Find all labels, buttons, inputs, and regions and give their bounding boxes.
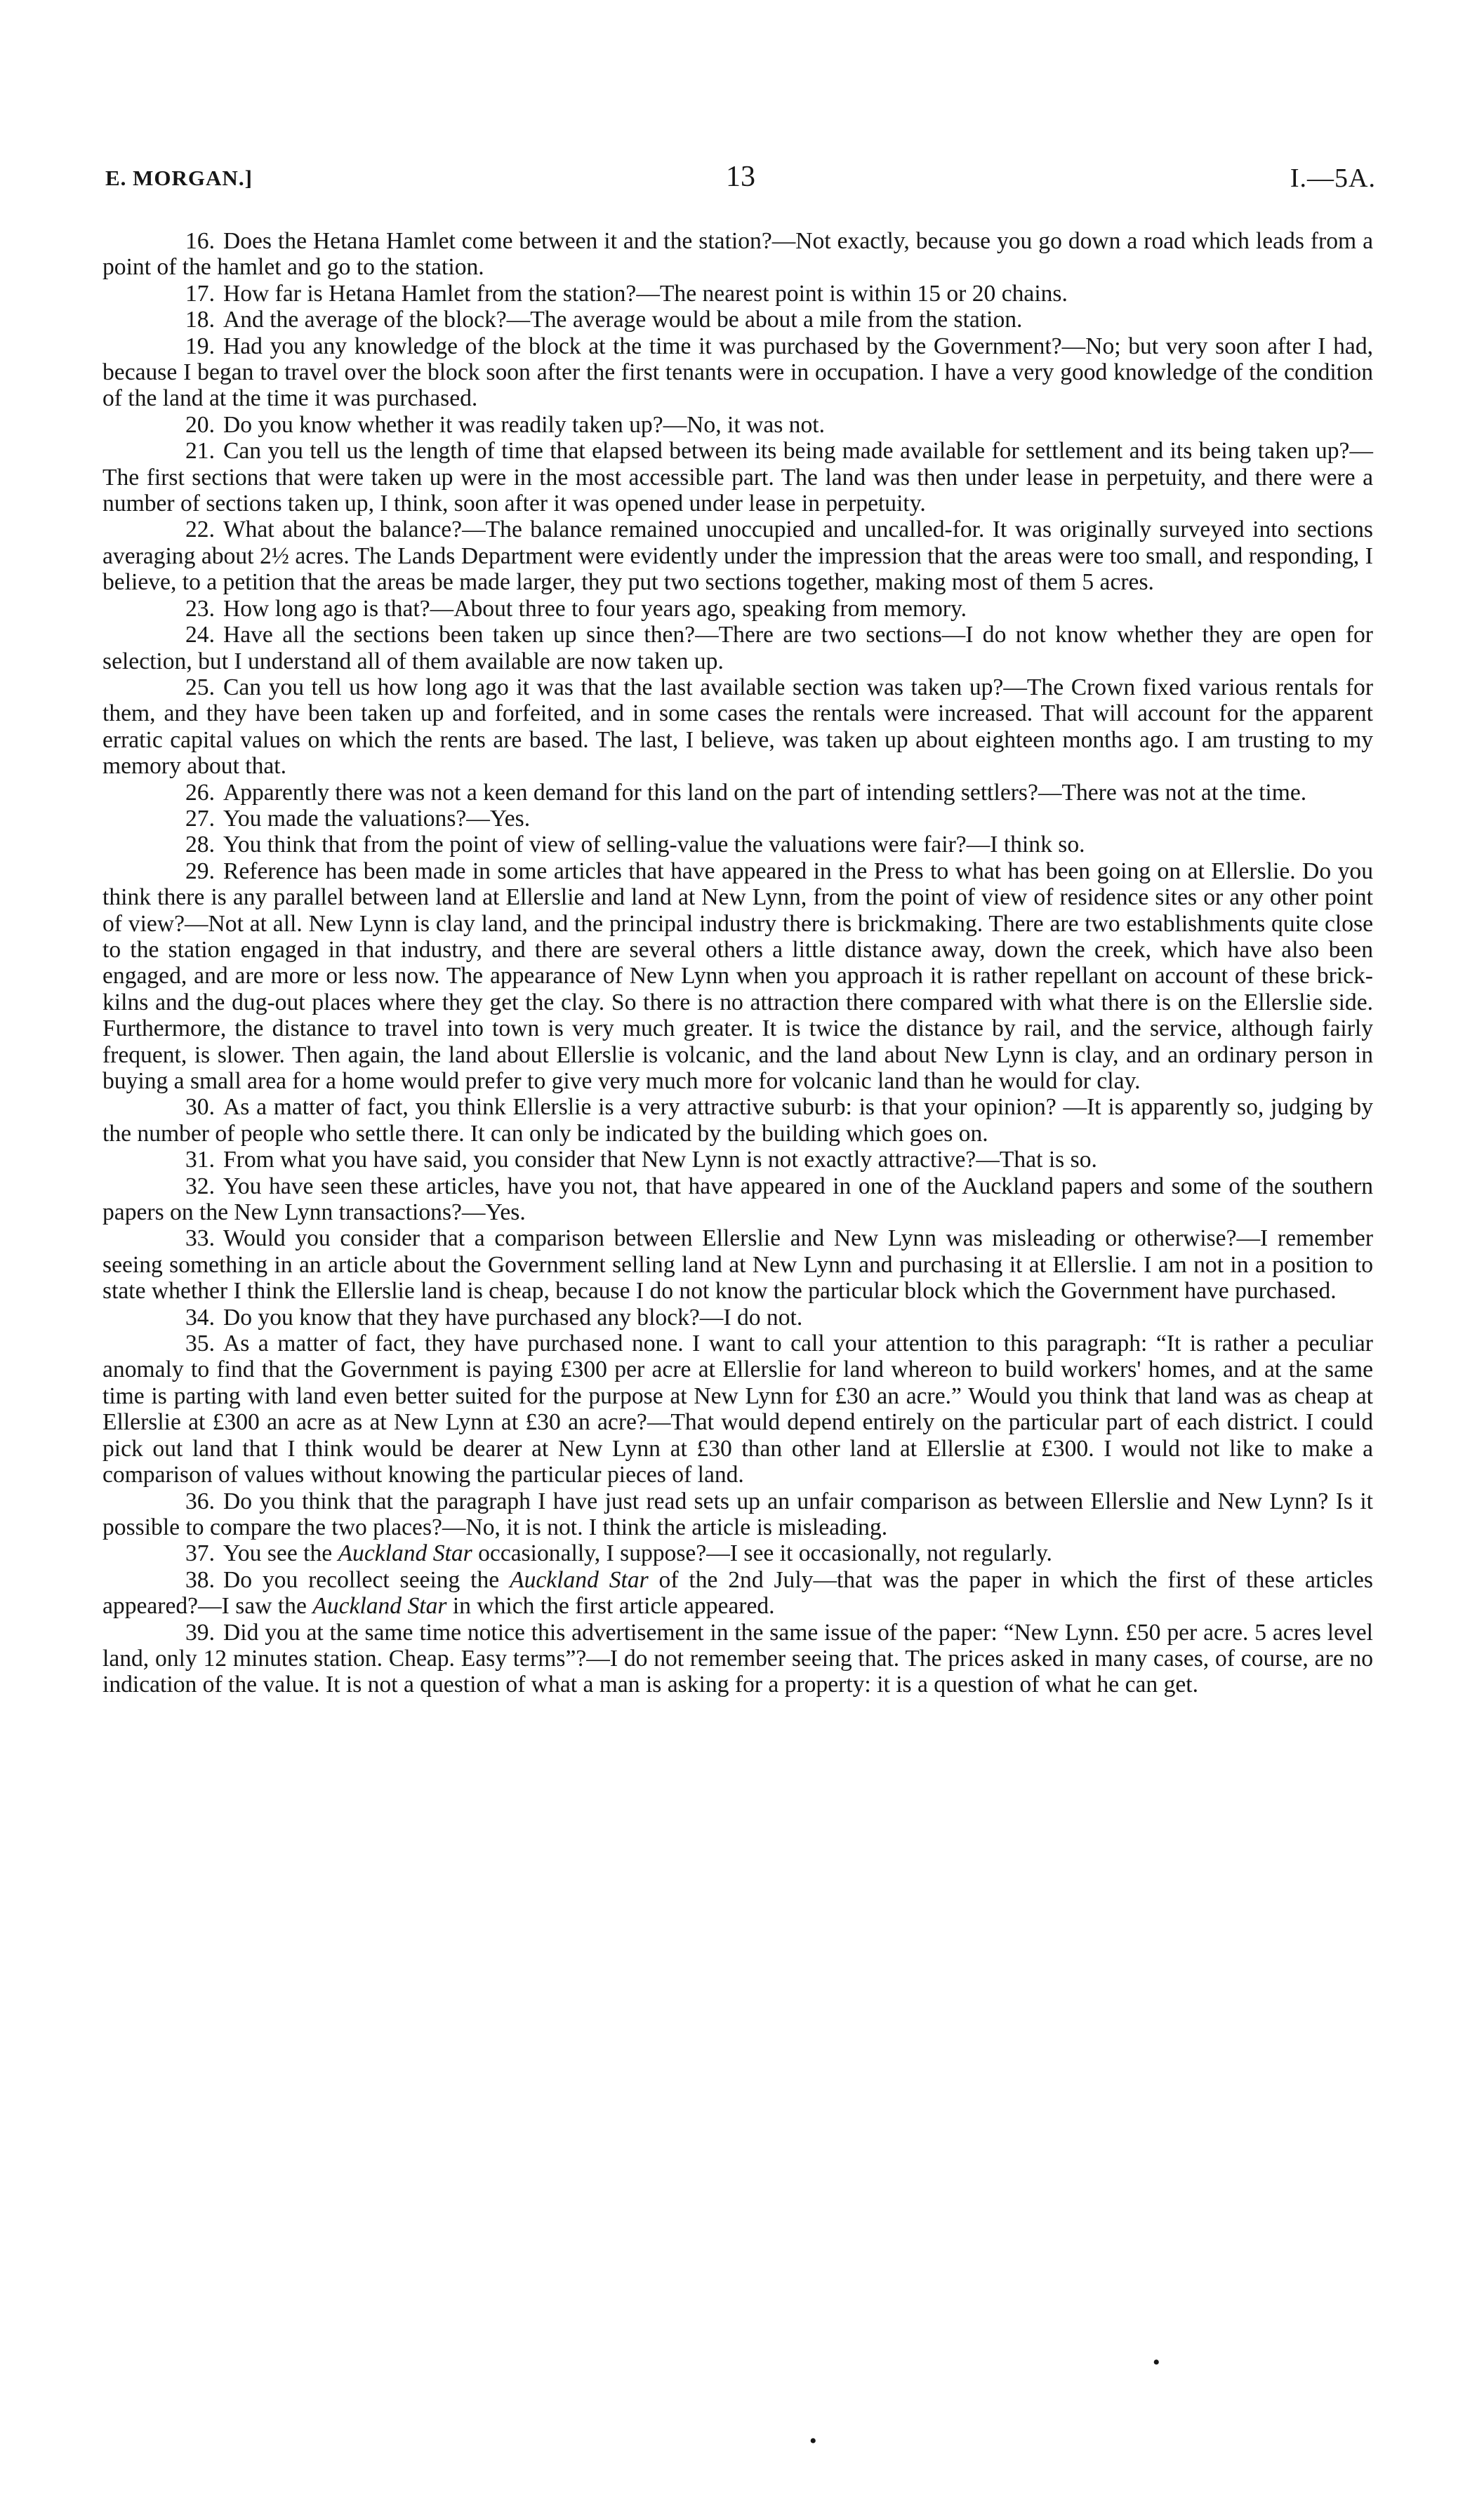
- question-16: [102, 228, 1373, 281]
- question-text: You think that from the point of view of selling-value the valuations were fair?—I think so.: [223, 832, 1085, 858]
- question-text: How long ago is that?—About three to four years ago, speaking from memory.: [223, 595, 967, 622]
- question-number: 24.: [185, 622, 215, 648]
- question-19: [102, 333, 1373, 412]
- question-number: 32.: [185, 1173, 215, 1199]
- paper-reference: I.—5A.: [1290, 164, 1376, 193]
- print-speck: •: [809, 2429, 817, 2453]
- question-number: 27.: [185, 805, 215, 832]
- question-text: Do you know that they have purchased any block?—I do not.: [223, 1304, 803, 1331]
- question-number: 18.: [185, 307, 215, 333]
- question-text: What about the balance?—The balance remained unoccupied and uncalled-for. It was originally surveyed into sections averaging about 2½ acres. The Lands Department were evidently under the impression that the areas were too small, and responding, I believe, to a petition that the areas be made larger, they put two sections together, making most of them 5 acres.: [102, 516, 1373, 596]
- question-text: As a matter of fact, you think Ellerslie is a very attractive suburb: is that your opinion? —It is apparently so, judging by the number of people who settle there. It can only be indicated by the building which goes on.: [102, 1094, 1373, 1147]
- question-text: From what you have said, you consider that New Lynn is not exactly attractive?—That is so.: [223, 1147, 1097, 1173]
- question-number: 35.: [185, 1331, 215, 1357]
- question-20: [102, 412, 1373, 438]
- question-text: Had you any knowledge of the block at the time it was purchased by the Government?—No; but very soon after I had, because I began to travel over the block soon after the first tenants were in occupation. I have a very good knowledge of the condition of the land at the time it was purchased.: [102, 333, 1373, 412]
- question-37: [102, 1540, 1373, 1566]
- question-number: 26.: [185, 779, 215, 806]
- question-text: Can you tell us the length of time that elapsed between its being made available for settlement and its being taken up?—The first sections that were taken up were in the most accessible part. The land was then under lease in perpetuity, and there were a number of sections taken up, I think, soon after it was opened under lease in perpetuity.: [102, 438, 1373, 517]
- question-text: Have all the sections been taken up since then?—There are two sections—I do not know whether they are open for selection, but I understand all of them available are now taken up.: [102, 622, 1373, 674]
- question-number: 25.: [185, 674, 215, 700]
- newspaper-title: Auckland Star: [338, 1540, 472, 1567]
- question-number: 19.: [185, 333, 215, 359]
- question-text: As a matter of fact, they have purchased none. I want to call your attention to this paragraph: “It is rather a peculiar anomaly to find that the Government is paying £300 per acre at Ellerslie for land whereon to build workers' homes, and at the same time is parting with land even better suited for the purpose at New Lynn for £30 an acre.” Would you think that land was as cheap at Ellerslie at £300 an acre as at New Lynn at £30 an acre?—That would depend entirely on the particular part of each district. I could pick out land that I think would be dearer at New Lynn at £30 than other land at Ellerslie at £300. I would not like to make a comparison of values without knowing the particular pieces of land.: [102, 1331, 1373, 1488]
- question-33: [102, 1225, 1373, 1304]
- page-header: [105, 160, 1376, 209]
- question-text: And the average of the block?—The average would be about a mile from the station.: [223, 307, 1023, 333]
- question-number: 36.: [185, 1488, 215, 1514]
- question-number: 33.: [185, 1225, 215, 1252]
- question-number: 16.: [185, 228, 215, 254]
- question-number: 21.: [185, 438, 215, 465]
- question-34: [102, 1305, 1373, 1331]
- question-number: 30.: [185, 1094, 215, 1121]
- question-number: 34.: [185, 1304, 215, 1331]
- question-text-end: occasionally, I suppose?—I see it occasionally, not regularly.: [472, 1540, 1052, 1567]
- question-24: [102, 622, 1373, 674]
- page-number: 13: [726, 161, 755, 193]
- question-text-start: Do you recollect seeing the: [223, 1566, 510, 1593]
- question-number: 29.: [185, 858, 215, 884]
- question-22: [102, 516, 1373, 595]
- question-27: [102, 806, 1373, 832]
- question-text-end: in which the first article appeared.: [446, 1593, 775, 1620]
- question-text: Did you at the same time notice this advertisement in the same issue of the paper: “New Lynn. £50 per acre. 5 acres level land, only 12 minutes station. Cheap. Easy terms”?—I do not remember seeing that. The prices asked in many cases, of course, are no indication of the value. It is not a question of what a man is asking for a property: it is a question of what he can get.: [102, 1619, 1373, 1698]
- question-28: [102, 832, 1373, 858]
- newspaper-title: Auckland Star: [510, 1566, 649, 1593]
- question-21: [102, 438, 1373, 516]
- question-number: 17.: [185, 280, 215, 307]
- question-number: 37.: [185, 1540, 215, 1567]
- question-35: [102, 1331, 1373, 1488]
- question-39: [102, 1620, 1373, 1698]
- question-text: Do you think that the paragraph I have just read sets up an unfair comparison as between Ellerslie and New Lynn? Is it possible to compare the two places?—No, it is not. I think the article is misleading.: [102, 1488, 1373, 1540]
- question-text: Do you know whether it was readily taken up?—No, it was not.: [223, 411, 825, 438]
- question-number: 39.: [185, 1619, 215, 1646]
- question-26: [102, 780, 1373, 806]
- question-25: [102, 674, 1373, 780]
- question-text: How far is Hetana Hamlet from the station?—The nearest point is within 15 or 20 chains.: [223, 280, 1068, 307]
- print-speck: •: [1153, 2351, 1160, 2374]
- question-number: 20.: [185, 411, 215, 438]
- question-17: [102, 281, 1373, 307]
- question-29: [102, 858, 1373, 1095]
- question-number: 22.: [185, 516, 215, 543]
- question-31: [102, 1147, 1373, 1173]
- question-text: Would you consider that a comparison between Ellerslie and New Lynn was misleading or otherwise?—I remember seeing something in an article about the Government selling land at New Lynn and purchasing it at Ellerslie. I am not in a position to state whether I think the Ellerslie land is cheap, because I do not know the particular block which the Government have purchased.: [102, 1225, 1373, 1305]
- question-text-start: You see the: [223, 1540, 338, 1567]
- newspaper-title: Auckland Star: [312, 1593, 447, 1620]
- question-23: [102, 596, 1373, 622]
- question-text: Reference has been made in some articles that have appeared in the Press to what has been going on at Ellerslie. Do you think there is any parallel between land at Ellerslie and land at New Lynn, from the point of view of residence sites or any other point of view?—Not at all. New Lynn is clay land, and the principal industry there is brickmaking. There are two establishments quite close to the station engaged in that industry, and there are several others a little distance away, down the creek, which have also been engaged, and are more or less now. The appearance of New Lynn when you approach it is rather repellant on account of these brick-kilns and the dug-out places where they get the clay. So there is no attraction there compared with what there is on the Ellerslie side. Furthermore, the distance to travel into town is very much greater. It is twice the distance by rail, and the service, although fairly frequent, is slower. Then again, the land about Ellerslie is volcanic, and the land about New Lynn is clay, and an ordinary person in buying a small area for a home would prefer to give very much more for volcanic land than he would for clay.: [102, 858, 1373, 1094]
- question-number: 23.: [185, 595, 215, 622]
- question-text: Can you tell us how long ago it was that the last available section was taken up?—The Crown fixed various rentals for them, and they have been taken up and forfeited, and in some cases the rentals were increased. That will account for the apparent erratic capital values on which the rents are based. The last, I believe, was taken up about eighteen months ago. I am trusting to my memory about that.: [102, 674, 1373, 780]
- question-32: [102, 1173, 1373, 1226]
- question-number: 31.: [185, 1147, 215, 1173]
- witness-name: E. MORGAN.]: [105, 166, 253, 190]
- question-text-middle: of the 2nd July—that was the paper in which the first of these articles appeared?—I saw the: [102, 1566, 1373, 1620]
- question-number: 38.: [185, 1566, 215, 1593]
- question-text: You have seen these articles, have you not, that have appeared in one of the Auckland papers and some of the southern papers on the New Lynn transactions?—Yes.: [102, 1173, 1373, 1226]
- question-36: [102, 1488, 1373, 1541]
- question-number: 28.: [185, 832, 215, 858]
- question-text: You made the valuations?—Yes.: [223, 805, 531, 832]
- question-text: Does the Hetana Hamlet come between it and the station?—Not exactly, because you go down a road which leads from a point of the hamlet and go to the station.: [102, 228, 1373, 281]
- question-38: [102, 1567, 1373, 1620]
- question-30: [102, 1094, 1373, 1147]
- question-18: [102, 307, 1373, 333]
- question-text: Apparently there was not a keen demand for this land on the part of intending settlers?—There was not at the time.: [223, 779, 1307, 806]
- evidence-body: [102, 228, 1373, 1698]
